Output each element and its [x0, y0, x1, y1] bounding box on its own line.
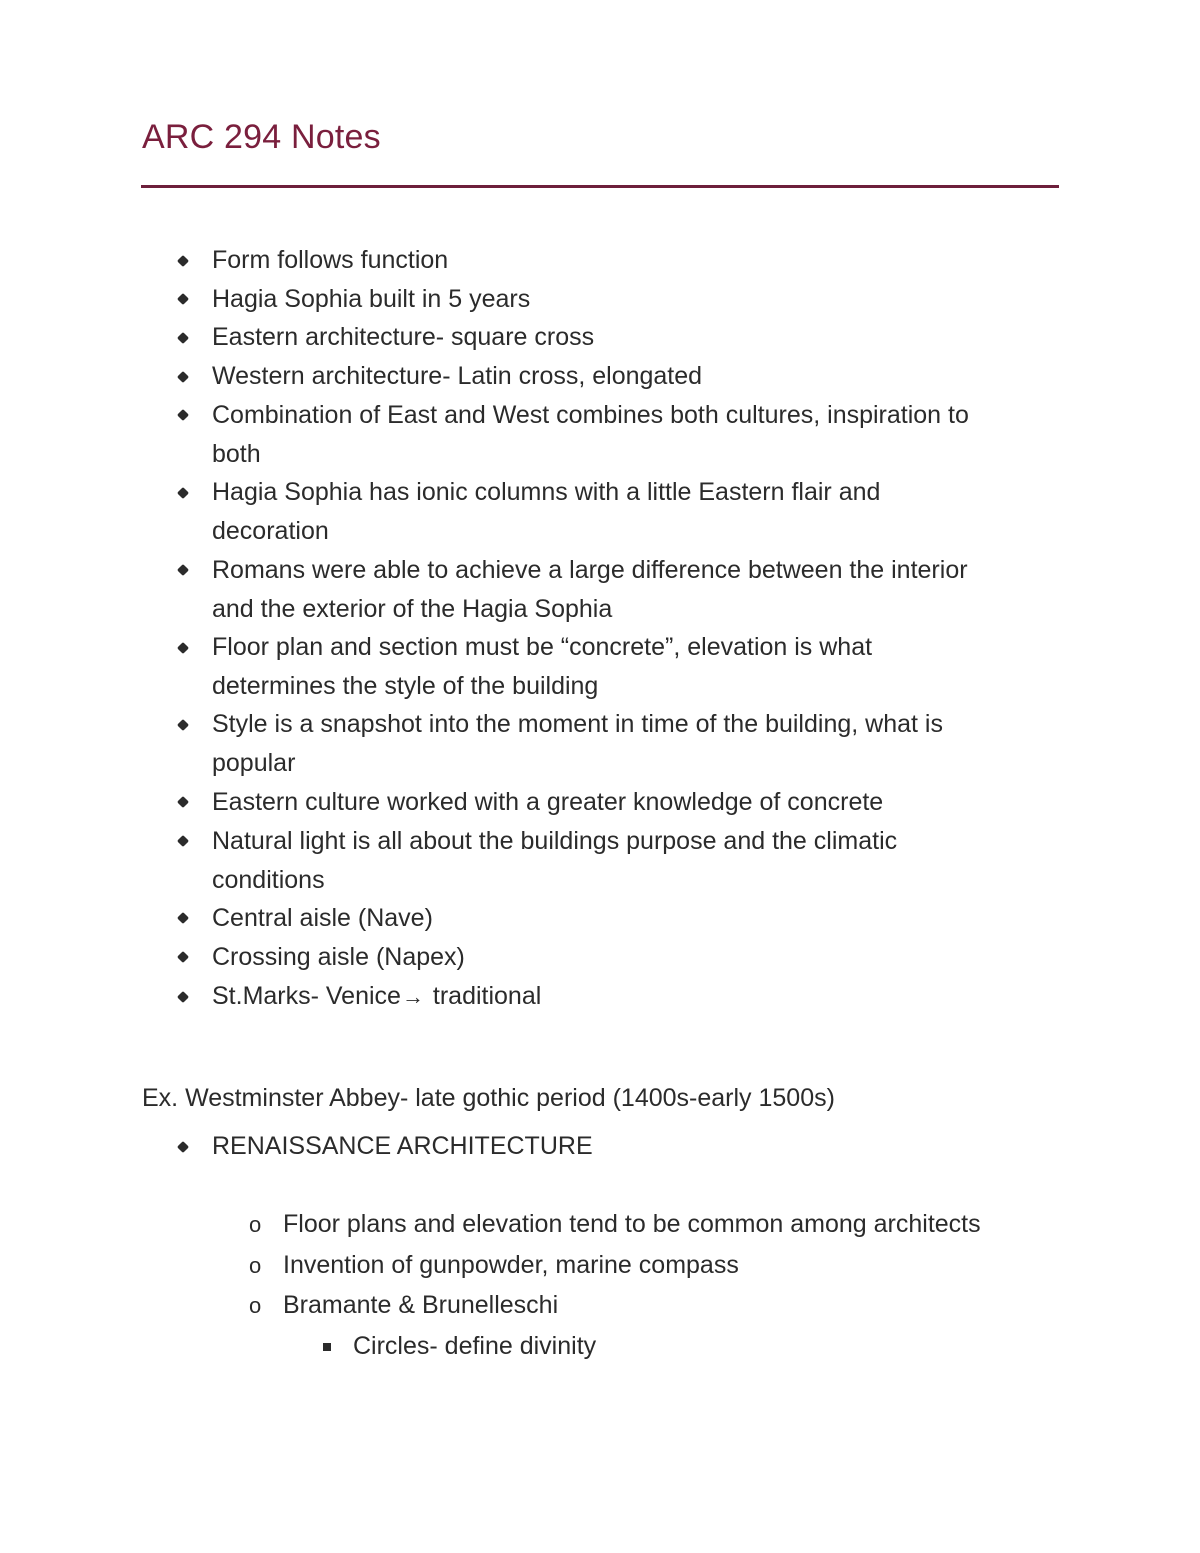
list-item-text: Central aisle (Nave) — [212, 903, 433, 932]
list-item — [212, 705, 943, 783]
diamond-bullet-icon — [177, 473, 189, 512]
list-item-text: both — [212, 439, 261, 468]
list-item — [212, 551, 968, 629]
diamond-bullet-icon — [177, 318, 189, 357]
list-item-stmarks — [212, 977, 541, 1016]
list-item — [212, 357, 702, 396]
stmarks-before: St.Marks- Venice — [212, 982, 401, 1010]
list-item-text: Eastern culture worked with a greater knowledge of concrete — [212, 787, 884, 816]
diamond-bullet-icon — [177, 280, 189, 319]
list-item-text: Eastern architecture- square cross — [212, 323, 595, 352]
diamond-bullet-icon — [177, 899, 189, 938]
diamond-bullet-icon — [177, 357, 189, 396]
diamond-bullet-icon — [177, 977, 189, 1016]
list-item — [212, 396, 969, 474]
diamond-bullet-icon — [177, 241, 189, 280]
diamond-bullet-icon — [177, 551, 189, 590]
subsub-list-item-text: Circles- define divinity — [353, 1332, 597, 1360]
list-item-text: popular — [212, 749, 296, 778]
sub-list-item-text: Floor plans and elevation tend to be common among architects — [283, 1210, 981, 1238]
list-item-text: Hagia Sophia built in 5 years — [212, 284, 531, 313]
list-item-renaissance — [212, 1127, 593, 1166]
example-paragraph: Ex. Westminster Abbey- late gothic period (1400s-early 1500s) — [142, 1084, 835, 1112]
list-item-text: determines the style of the building — [212, 672, 599, 700]
list-item — [212, 938, 465, 977]
diamond-bullet-icon — [177, 783, 189, 822]
diamond-bullet-icon — [177, 822, 189, 861]
list-item-text: Romans were able to achieve a large difference between the interior — [212, 555, 968, 584]
sub-list-item-text: Bramante & Brunelleschi — [283, 1291, 559, 1319]
diamond-bullet-icon — [177, 938, 189, 977]
diamond-bullet-icon — [177, 396, 189, 435]
list-item — [212, 473, 880, 551]
sub-list-item — [249, 1286, 559, 1325]
list-item-text: Hagia Sophia has ionic columns with a little Eastern flair and — [212, 478, 881, 507]
list-item-text: Combination of East and West combines both cultures, inspiration to — [212, 400, 969, 429]
sub-list-item — [249, 1205, 981, 1244]
list-item-text: and the exterior of the Hagia Sophia — [212, 594, 613, 623]
list-item — [212, 822, 897, 900]
sub-list-item-text: Invention of gunpowder, marine compass — [283, 1251, 739, 1279]
circle-bullet-icon: o — [249, 1212, 262, 1237]
list-item-text: Floor plan and section must be “concrete”, elevation is what — [212, 633, 873, 661]
list-item-text: Natural light is all about the buildings purpose and the climatic — [212, 826, 898, 855]
list-item — [212, 783, 883, 822]
diamond-bullet-icon — [177, 628, 189, 667]
diamond-bullet-icon — [177, 1127, 189, 1166]
stmarks-text — [212, 982, 541, 1010]
circle-bullet-icon: o — [249, 1293, 262, 1318]
list-item-text: Style is a snapshot into the moment in time of the building, what is — [212, 710, 943, 739]
circle-bullet-icon: o — [249, 1253, 262, 1278]
list-item-text: Western architecture- Latin cross, elongated — [212, 362, 703, 391]
list-item — [212, 899, 433, 938]
list-item — [212, 628, 872, 706]
list-item — [212, 241, 448, 280]
list-item-text: decoration — [212, 517, 329, 546]
subsub-list-item — [353, 1327, 596, 1366]
list-item-text: conditions — [212, 865, 325, 894]
list-item — [212, 318, 594, 357]
sub-list-item — [249, 1246, 739, 1285]
arrow-right-icon: → — [401, 984, 424, 1009]
stmarks-after: traditional — [425, 982, 542, 1010]
list-item — [212, 280, 530, 319]
list-item-text: Form follows function — [212, 246, 449, 274]
list-item-text: Crossing aisle (Napex) — [212, 942, 465, 971]
title-underline — [141, 185, 1059, 188]
renaissance-heading: RENAISSANCE ARCHITECTURE — [212, 1132, 593, 1160]
document-title: ARC 294 Notes — [142, 118, 381, 156]
diamond-bullet-icon — [177, 705, 189, 744]
square-bullet-icon — [323, 1327, 331, 1366]
